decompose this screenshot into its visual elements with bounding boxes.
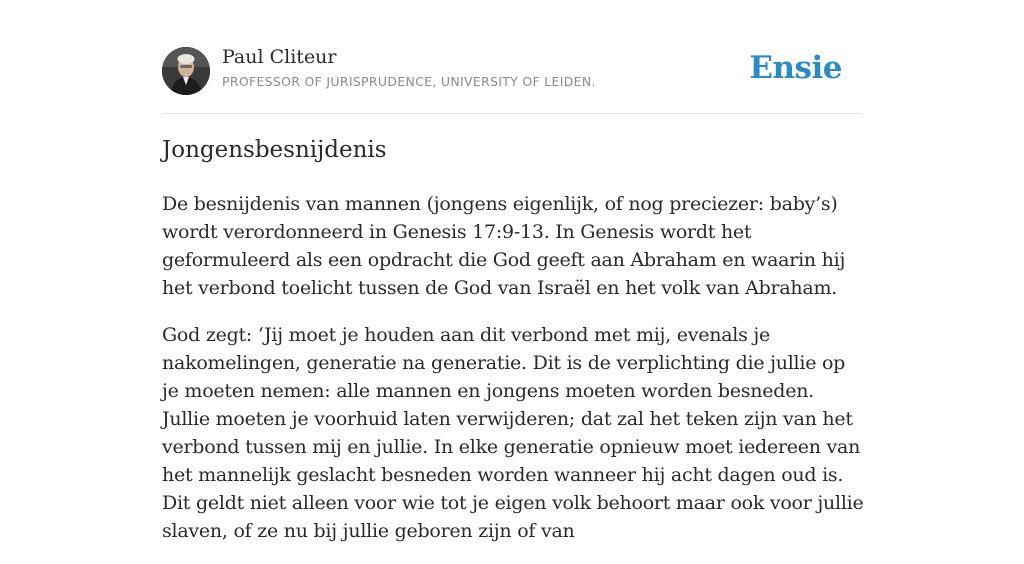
author-name[interactable]: Paul Cliteur: [222, 46, 337, 68]
author-photo-icon: [162, 47, 210, 95]
article-paragraph: God zegt: ‘Jij moet je houden aan dit verbond met mij, evenals je nakomelingen, generatie na generatie. Dit is de verplichting die jullie op je moeten nemen: alle mannen en jongens moeten worden besneden. Jullie moeten je voorhuid laten verwijderen; dat zal het teken zijn van het verbond tussen mij en jullie. In elke generatie opnieuw moet iedereen van het mannelijk geslacht besneden worden wanneer hij acht dagen oud is. Dit geldt niet alleen voor wie tot je eigen volk behoort maar ook voor jullie slaven, of ze nu bij jullie geboren zijn of van: [162, 324, 864, 542]
article-page: [162, 0, 864, 542]
article-title: Jongensbesnijdenis: [162, 137, 387, 163]
avatar[interactable]: [162, 47, 210, 95]
article-paragraph: De besnijdenis van mannen (jongens eigenlijk, of nog preciezer: baby’s) wordt verordonneerd in Genesis 17:9-13. In Genesis wordt het geformuleerd als een opdracht die God geeft aan Abraham en waarin hij het verbond toelicht tussen de God van Israël en het volk van Abraham.: [162, 193, 846, 299]
article-body: [162, 190, 867, 564]
brand-logo[interactable]: Ensie: [749, 50, 842, 86]
author-title: PROFESSOR OF JURISPRUDENCE, UNIVERSITY OF LEIDEN.: [222, 74, 596, 89]
author-header: [162, 0, 862, 114]
